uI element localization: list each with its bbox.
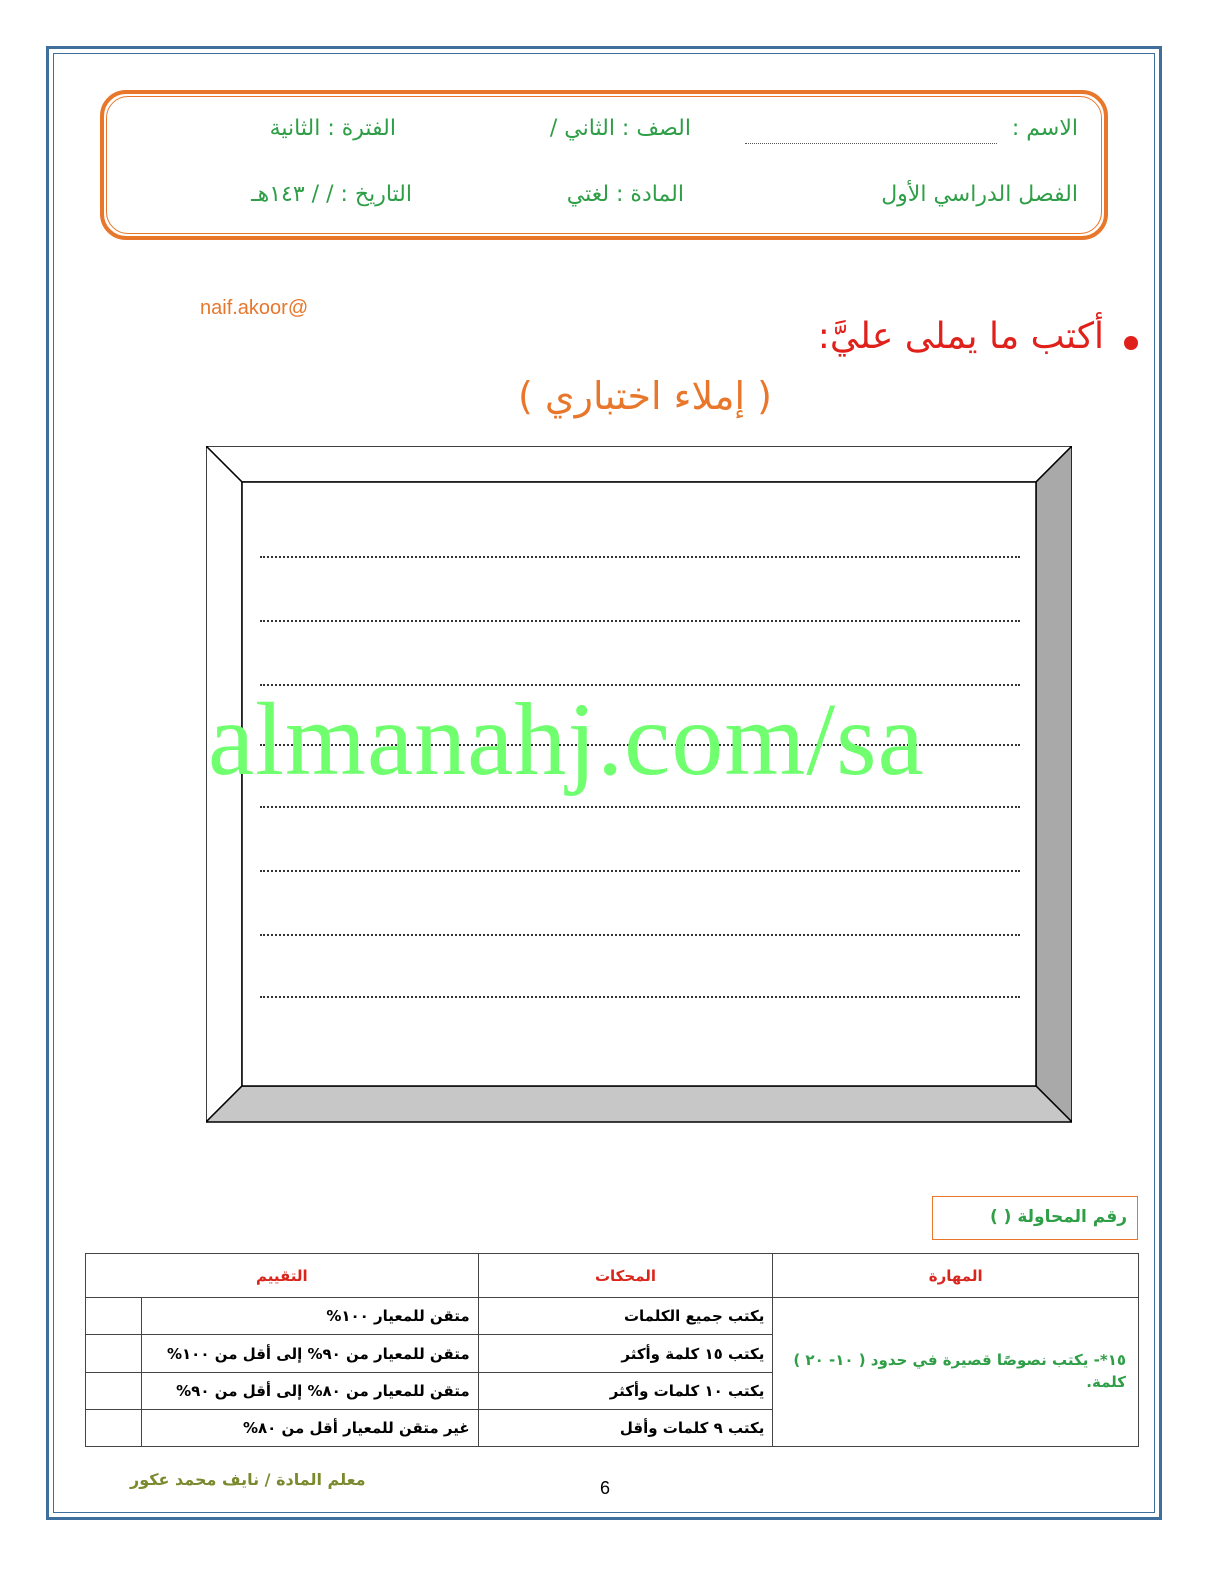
period-label: الفترة : الثانية [269,116,396,141]
rubric-table [85,1253,1139,1447]
attempt-number-box: رقم المحاولة ( ) [932,1196,1138,1240]
header-criteria: المحكات [478,1254,773,1298]
criterion-cell: يكتب جميع الكلمات [478,1298,773,1335]
evaluation-cell: متقن للمعيار ١٠٠% [141,1298,478,1335]
evaluation-cell: متقن للمعيار من ٨٠% إلى أقل من ٩٠% [141,1372,478,1409]
criterion-cell: يكتب ١٠ كلمات وأكثر [478,1372,773,1409]
score-cell[interactable] [86,1372,142,1409]
table-row [86,1298,1139,1335]
exercise-subtitle: ( إملاء اختباري ) [518,374,772,418]
criterion-cell: يكتب ٩ كلمات وأقل [478,1409,773,1446]
writing-line[interactable] [260,806,1020,808]
teacher-signature: معلم المادة / نايف محمد عكور [130,1470,366,1489]
evaluation-cell: غير متقن للمعيار أقل من ٨٠% [141,1409,478,1446]
instruction-heading: أكتب ما يملى عليَّ: [817,316,1104,357]
subject-label: المادة : لغتي [566,182,684,207]
header-evaluation: التقييم [86,1254,479,1298]
author-handle: naif.akoor@ [200,297,309,319]
grade-label: الصف : الثاني / [549,116,691,141]
score-cell[interactable] [86,1409,142,1446]
evaluation-cell: متقن للمعيار من ٩٠% إلى أقل من ١٠٠% [141,1335,478,1372]
bullet-icon [1124,336,1138,350]
criterion-cell: يكتب ١٥ كلمة وأكثر [478,1335,773,1372]
name-label: الاسم : [1011,116,1078,141]
writing-line[interactable] [260,934,1020,936]
watermark: almanahj.com/sa [208,682,925,797]
name-field[interactable] [745,143,997,144]
writing-line[interactable] [260,996,1020,998]
semester-label: الفصل الدراسي الأول [881,182,1078,207]
writing-line[interactable] [260,556,1020,558]
writing-line[interactable] [260,870,1020,872]
score-cell[interactable] [86,1298,142,1335]
date-label: التاريخ : / / ١٤٣هـ [251,182,412,207]
skill-description: ١٥*- يكتب نصوصًا قصيرة في حدود ( ١٠- ٢٠ ) كلمة. [773,1298,1139,1447]
score-cell[interactable] [86,1335,142,1372]
header-skill: المهارة [773,1254,1139,1298]
writing-line[interactable] [260,620,1020,622]
page-number: 6 [600,1478,611,1498]
table-header-row [86,1254,1139,1298]
